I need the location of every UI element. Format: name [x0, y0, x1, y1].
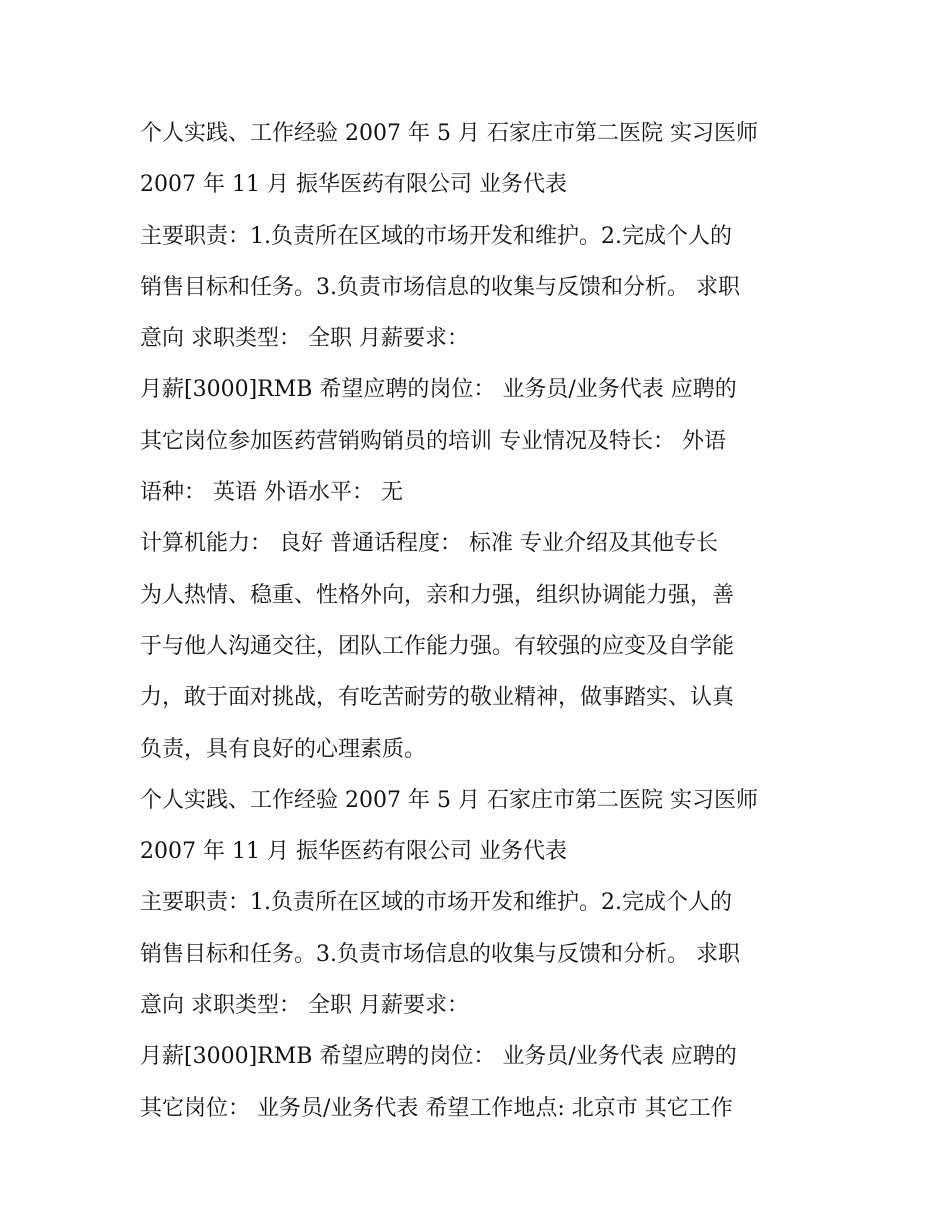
text-line: 2007 年 11 月 振华医药有限公司 业务代表 — [140, 839, 567, 865]
text-line: 主要职责：1.负责所在区域的市场开发和维护。2.完成个人的 — [140, 223, 732, 249]
text-line: 月薪[3000]RMB 希望应聘的岗位： 业务员/业务代表 应聘的 — [140, 1044, 737, 1070]
text-line: 负责，具有良好的心理素质。 — [140, 736, 427, 762]
text-line: 2007 年 11 月 振华医药有限公司 业务代表 — [140, 172, 567, 198]
text-line: 其它岗位参加医药营销购销员的培训 专业情况及特长： 外语 — [140, 428, 726, 454]
text-line: 力，敢于面对挑战，有吃苦耐劳的敬业精神，做事踏实、认真 — [140, 685, 735, 711]
text-line: 为人热情、稳重、性格外向，亲和力强，组织协调能力强，善 — [140, 582, 735, 608]
text-line: 于与他人沟通交往，团队工作能力强。有较强的应变及自学能 — [140, 633, 735, 659]
resume-text — [140, 108, 820, 1134]
text-line: 其它岗位： 业务员/业务代表 希望工作地点: 北京市 其它工作 — [140, 1095, 733, 1121]
text-line: 意向 求职类型： 全职 月薪要求： — [140, 993, 469, 1019]
text-line: 个人实践、工作经验 2007 年 5 月 石家庄市第二医院 实习医师 — [140, 787, 758, 813]
text-line: 月薪[3000]RMB 希望应聘的岗位： 业务员/业务代表 应聘的 — [140, 377, 737, 403]
text-line: 意向 求职类型： 全职 月薪要求： — [140, 326, 469, 352]
text-line: 计算机能力： 良好 普通话程度： 标准 专业介绍及其他专长 — [140, 531, 718, 557]
text-line: 个人实践、工作经验 2007 年 5 月 石家庄市第二医院 实习医师 — [140, 121, 758, 146]
text-line: 销售目标和任务。3.负责市场信息的收集与反馈和分析。 求职 — [140, 941, 740, 967]
text-line: 语种： 英语 外语水平： 无 — [140, 480, 403, 506]
text-line: 销售目标和任务。3.负责市场信息的收集与反馈和分析。 求职 — [140, 274, 740, 300]
text-line: 主要职责：1.负责所在区域的市场开发和维护。2.完成个人的 — [140, 890, 732, 916]
